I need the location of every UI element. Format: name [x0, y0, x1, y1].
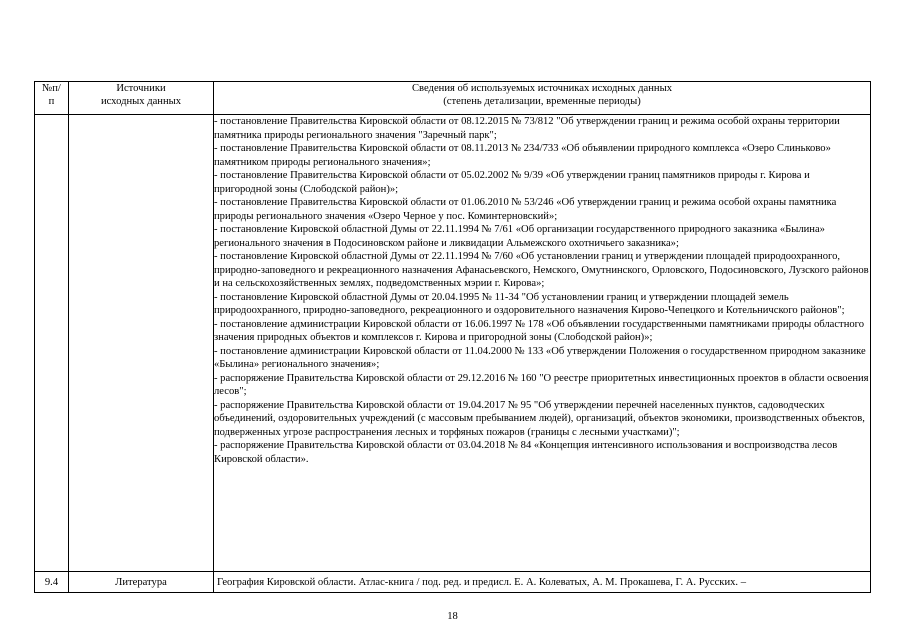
source-item: - постановление Правительства Кировской области от 05.02.2002 № 9/39 «Об утверждении границ памятников природы г. Кирова и пригородной зоны (Слободской район)»;	[214, 170, 810, 195]
table-header-row	[35, 82, 871, 115]
row-num-cell	[35, 115, 69, 572]
header-num-line1: №п/	[42, 83, 61, 94]
source-item: - постановление Кировской областной Думы от 22.11.1994 № 7/61 «Об организации государственного природного заказника «Былина» регионального значения в Подосиновском районе и ликвидации Альмежского охотничьего заказника»;	[214, 224, 825, 249]
header-info-cell	[214, 82, 871, 115]
row-literature-text: География Кировской области. Атлас-книга / под. ред. и предисл. Е. А. Колеватых, А. М. Прокашева, Г. А. Русских. –	[214, 572, 871, 593]
source-item: - постановление администрации Кировской области от 16.06.1997 № 178 «Об объявлении государственными памятниками природы областного значения природных объектов и комплексов г. Кирова и пригородной зоны (Слободской район)»;	[214, 318, 865, 343]
header-source-line2: исходных данных	[100, 96, 182, 107]
page-number: 18	[447, 611, 458, 622]
source-item: - распоряжение Правительства Кировской области от 19.04.2017 № 95 "Об утверждении перечней населенных пунктов, садоводческих объединений, оздоровительных учреждений (с массовым пребыванием людей), организаций, объектов экономики, производственных объектов, подверженных угрозе распространения лесных и торфяных пожаров (границы с лесными участками)";	[214, 399, 865, 438]
header-info-line2: (степень детализации, временные периоды)	[443, 96, 641, 107]
header-num-line2: п	[48, 96, 55, 107]
source-item: - постановление Кировской областной Думы от 22.11.1994 № 7/60 «Об установлении границ и утверждении площадей природоохранного, природно-заповедного и рекреационного назначения Афанасьевского, Немского, Омутнинского, Орловского, Подосиновского, Лузского районов и на сельскохозяйственных землях, подведомственных мэрии г. Кирова»;	[214, 251, 869, 289]
header-source-cell	[69, 82, 214, 115]
sources-list-cell	[214, 115, 871, 572]
row-source-cell	[69, 115, 214, 572]
header-num-cell	[35, 82, 69, 115]
source-item: - постановление Правительства Кировской области от 01.06.2010 № 53/246 «Об утверждении границ и режима особой охраны памятника природы регионального значения «Озеро Черное у пос. Коминтерновский»;	[214, 197, 837, 222]
row-source-name: Литература	[69, 572, 214, 593]
sources-table	[34, 81, 871, 593]
header-info-line1: Сведения об используемых источниках исходных данных	[411, 83, 673, 94]
source-item: - распоряжение Правительства Кировской области от 29.12.2016 № 160 "О реестре приоритетных инвестиционных проектов в области освоения лесов";	[214, 372, 869, 397]
table-row	[35, 115, 871, 572]
table-row	[35, 572, 871, 593]
source-item: - распоряжение Правительства Кировской области от 03.04.2018 № 84 «Концепция интенсивного использования и воспроизводства лесов Кировской области».	[214, 440, 838, 465]
source-item: - постановление Правительства Кировской области от 08.11.2013 № 234/733 «Об объявлении природного комплекса «Озеро Слиньково» памятником природы регионального значения»;	[214, 143, 831, 168]
source-item: - постановление Кировской областной Думы от 20.04.1995 № 11-34 "Об установлении границ и утверждении площадей земель природоохранного, природно-заповедного, рекреационного и оздоровительного назначения Кирово-Чепецкого и Котельничского районов";	[214, 291, 845, 316]
source-item: - постановление Правительства Кировской области от 08.12.2015 № 73/812 "Об утверждении границ и режима особой охраны территории памятника природы регионального значения "Заречный парк";	[214, 116, 840, 141]
source-item: - постановление администрации Кировской области от 11.04.2000 № 133 «Об утверждении Положения о государственном природном заказнике «Былина» регионального значения»;	[214, 345, 866, 370]
row-number: 9.4	[35, 572, 69, 593]
header-source-line1: Источники	[116, 83, 166, 94]
